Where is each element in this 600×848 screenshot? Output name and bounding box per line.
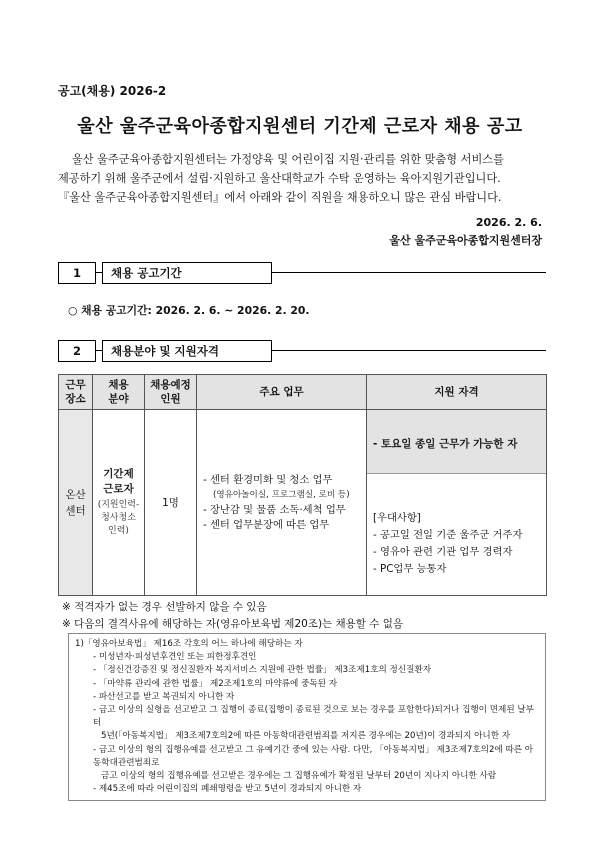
preferences-block [367,474,546,578]
disqualification-item: 5년(「아동복지법」 제3조제7호의2에 따른 아동학대관련범죄를 저지른 경우에는 20년)이 경과되지 아니한 자 [101,731,511,742]
section-1-title: 채용 공고기간 [102,262,272,284]
disqualification-item: - 파산선고를 받고 복권되지 아니한 자 [93,691,235,702]
section-1-header [58,262,546,284]
disqualification-item: - 미성년자·피성년후견인 또는 피한정후견인 [93,652,257,663]
section-2-number: 2 [58,340,96,362]
header-qualifications: 지원 자격 [367,375,547,410]
disqualification-item: - 「정신건강증진 및 정신질환자 복지서비스 지원에 관한 법률」 제3조제1호의 정신질환자 [93,665,432,676]
intro-line-2: 제공하기 위해 울주군에서 설립·지원하고 울산대학교가 수탁 운영하는 육아지원기관입니다. [58,172,501,185]
intro-paragraph [58,150,546,207]
duty-item-1-detail: (영유아놀이실, 프로그램실, 로비 등) [213,489,350,500]
preference-item-3: - PC업무 능통자 [373,563,447,575]
disqualification-item: 1)「영유아보육법」 제16조 각호의 어느 하나에 해당하는 자 [75,639,303,649]
header-duties: 주요 업무 [197,375,367,410]
field-sub: (지원인력- 청사청소 인력) [97,500,140,536]
intro-line-1: 울산 울주군육아종합지원센터는 가정양육 및 어린이집 지원·관리를 위한 맞춤형 서비스를 [72,153,504,166]
disqualification-item: - 「마약류 관리에 관한 법률」 제2조제1호의 마약류에 중독된 자 [93,678,338,689]
disqualification-box [68,633,546,801]
field-main: 기간제 근로자 [103,468,134,495]
disqualification-item: 금고 이상의 형의 집행유예를 선고받은 경우에는 그 집행유예가 확정된 날부터 20년이 지나지 아니한 사람 [101,771,497,782]
disqualification-item: - 금고 이상의 형의 집행유예를 선고받고 그 유예기간 중에 있는 사람. 다만, 「아동복지법」 제3조제7호의2에 따른 아동학대관련범죄로 [93,744,534,768]
duty-item-1: - 센터 환경미화 및 청소 업무 [203,473,333,486]
preferences-label: [우대사항] [373,512,421,524]
qualification-main: - 토요일 종일 근무가 가능한 자 [367,410,546,474]
disqualification-item: - 금고 이상의 실형을 선고받고 그 집행이 종료(집행이 종료된 것으로 보는 경우를 포함한다)되거나 집행이 면제된 날부터 [93,705,534,729]
header-count: 채용예정 인원 [145,375,197,410]
section-1-number: 1 [58,262,96,284]
issuer-name: 울산 울주군육아종합지원센터장 [389,234,542,247]
header-field: 채용 분야 [93,375,145,410]
duty-item-2: - 장난감 및 물품 소독·세척 업무 [203,503,346,516]
preference-item-2: - 영유아 관련 기관 업무 경력자 [373,546,513,558]
table-header-row [59,375,547,410]
notice-date: 2026. 2. 6. [475,216,542,229]
section-2-header [58,340,546,362]
recruit-period: ○ 채용 공고기간: 2026. 2. 6. ~ 2026. 2. 20. [68,304,310,317]
note-no-candidate: ※ 적격자가 없는 경우 선발하지 않을 수 있음 [62,601,267,613]
table-row [59,410,547,596]
cell-duties [197,410,367,596]
page-title: 울산 울주군육아종합지원센터 기간제 근로자 채용 공고 [77,116,523,137]
notice-number: 공고(채용) 2026-2 [58,84,167,98]
recruitment-table [58,374,547,596]
cell-field [93,410,145,596]
cell-count: 1명 [145,410,197,596]
section-2-title: 채용분야 및 지원자격 [102,340,272,362]
duty-item-3: - 센터 업무분장에 따른 업무 [203,518,330,531]
cell-qualifications [367,410,547,596]
header-location: 근무 장소 [59,375,93,410]
disqualification-item: - 제45조에 따라 어린이집의 폐쇄명령을 받고 5년이 경과되지 아니한 자 [93,784,362,795]
intro-line-3: 『울산 울주군육아종합지원센터』에서 아래와 같이 직원을 채용하오니 많은 관심 바랍니다. [58,191,502,204]
preference-item-1: - 공고일 전일 기준 울주군 거주자 [373,529,523,541]
cell-location: 온산 센터 [59,410,93,596]
note-disqualification: ※ 다음의 결격사유에 해당하는 자(영유아보육법 제20조)는 채용할 수 없음 [62,618,404,630]
